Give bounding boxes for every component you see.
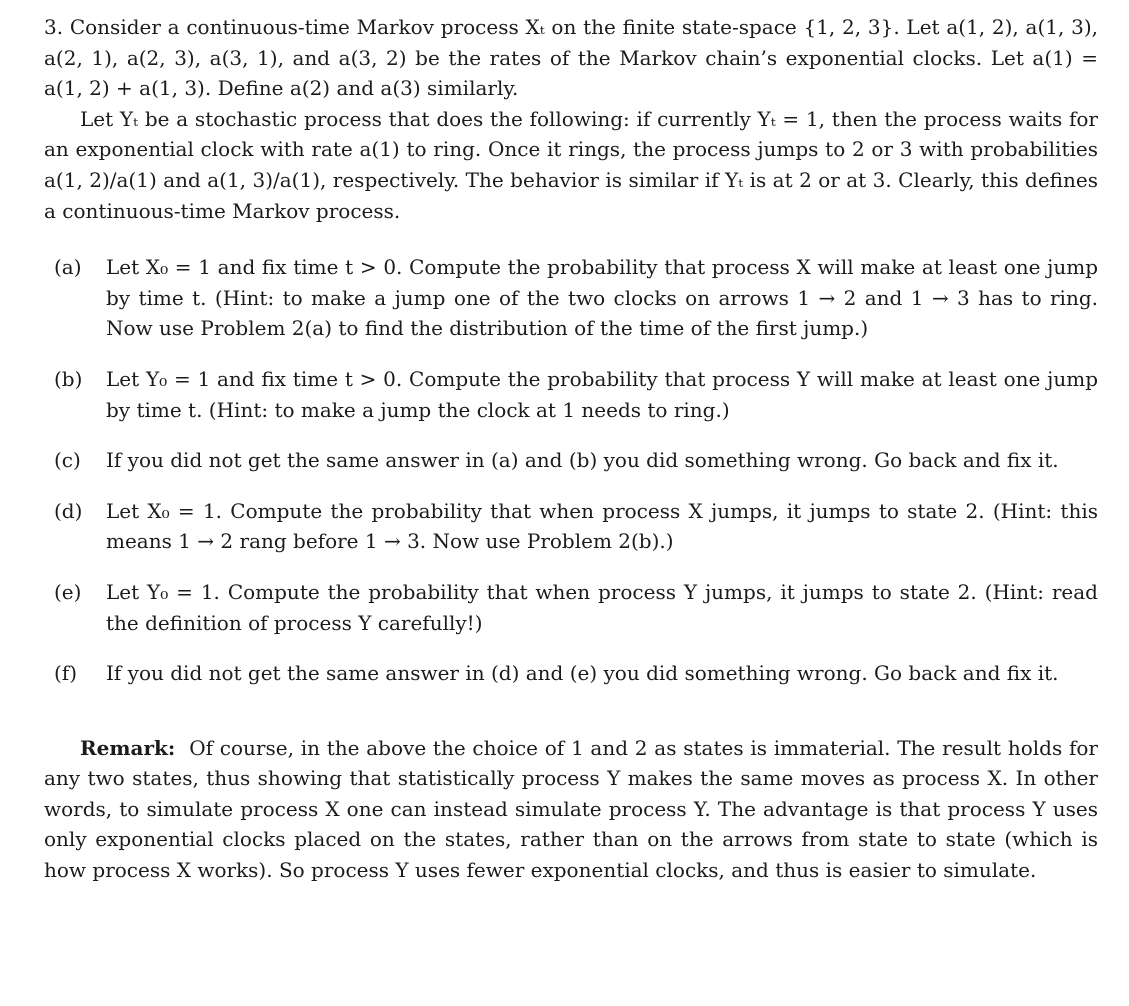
part-text: If you did not get the same answer in (a) and (b) you did something wrong. Go back and fix it. bbox=[106, 448, 1059, 473]
remark-heading: Remark: bbox=[80, 735, 176, 760]
part-label: (c) bbox=[54, 448, 81, 473]
problem-page bbox=[44, 12, 1098, 886]
problem-intro: 3. Consider a continuous-time Markov process Xₜ on the finite state-space {1, 2, 3}. Let a(1, 2), a(1, 3), a(2, 1), a(2, 3), a(3, 1), and a(3, 2) be the rates of the Markov chain’s exponential clocks. Let a(1) = a(1, 2) + a(1, 3). Define a(2) and a(3) similarly. bbox=[44, 15, 1098, 101]
part-label: (b) bbox=[54, 366, 83, 391]
part-text: Let Y₀ = 1. Compute the probability that when process Y jumps, it jumps to state 2. (Hint: read the definition of process Y carefully!) bbox=[106, 579, 1098, 635]
part-f bbox=[44, 658, 1098, 689]
part-text: Let Y₀ = 1 and fix time t > 0. Compute the probability that process Y will make at least one jump by time t. (Hint: to make a jump the clock at 1 needs to ring.) bbox=[106, 366, 1098, 422]
remark-paragraph bbox=[44, 733, 1098, 886]
part-text: If you did not get the same answer in (d) and (e) you did something wrong. Go back and fix it. bbox=[106, 661, 1059, 686]
part-a bbox=[44, 252, 1098, 344]
part-label: (e) bbox=[54, 579, 82, 604]
problem-parts bbox=[44, 252, 1098, 689]
part-text: Let X₀ = 1. Compute the probability that when process X jumps, it jumps to state 2. (Hint: this means 1 → 2 rang before 1 → 3. Now use Problem 2(b).) bbox=[106, 498, 1098, 554]
part-label: (d) bbox=[54, 498, 83, 523]
part-text: Let X₀ = 1 and fix time t > 0. Compute the probability that process X will make at least one jump by time t. (Hint: to make a jump one of the two clocks on arrows 1 → 2 and 1 → 3 has to ring. Now use Problem 2(a) to find the distribution of the time of the first jump.) bbox=[106, 255, 1098, 341]
part-d bbox=[44, 496, 1098, 557]
part-label: (a) bbox=[54, 255, 82, 280]
remark-text: Of course, in the above the choice of 1 and 2 as states is immaterial. The result holds for any two states, thus showing that statistically process Y makes the same moves as process X. In other words, to simulate process X one can instead simulate process Y. The advantage is that process Y uses only exponential clocks placed on the states, rather than on the arrows from state to state (which is how process X works). So process Y uses fewer exponential clocks, and thus is easier to simulate. bbox=[44, 735, 1098, 883]
part-b bbox=[44, 364, 1098, 425]
part-e bbox=[44, 577, 1098, 638]
process-y-definition: Let Yₜ be a stochastic process that does the following: if currently Yₜ = 1, then the process waits for an exponential clock with rate a(1) to ring. Once it rings, the process jumps to 2 or 3 with probabilities a(1, 2)/a(1) and a(1, 3)/a(1), respectively. The behavior is similar if Yₜ is at 2 or at 3. Clearly, this defines a continuous-time Markov process. bbox=[44, 106, 1098, 223]
part-c bbox=[44, 445, 1098, 476]
part-label: (f) bbox=[54, 661, 78, 686]
